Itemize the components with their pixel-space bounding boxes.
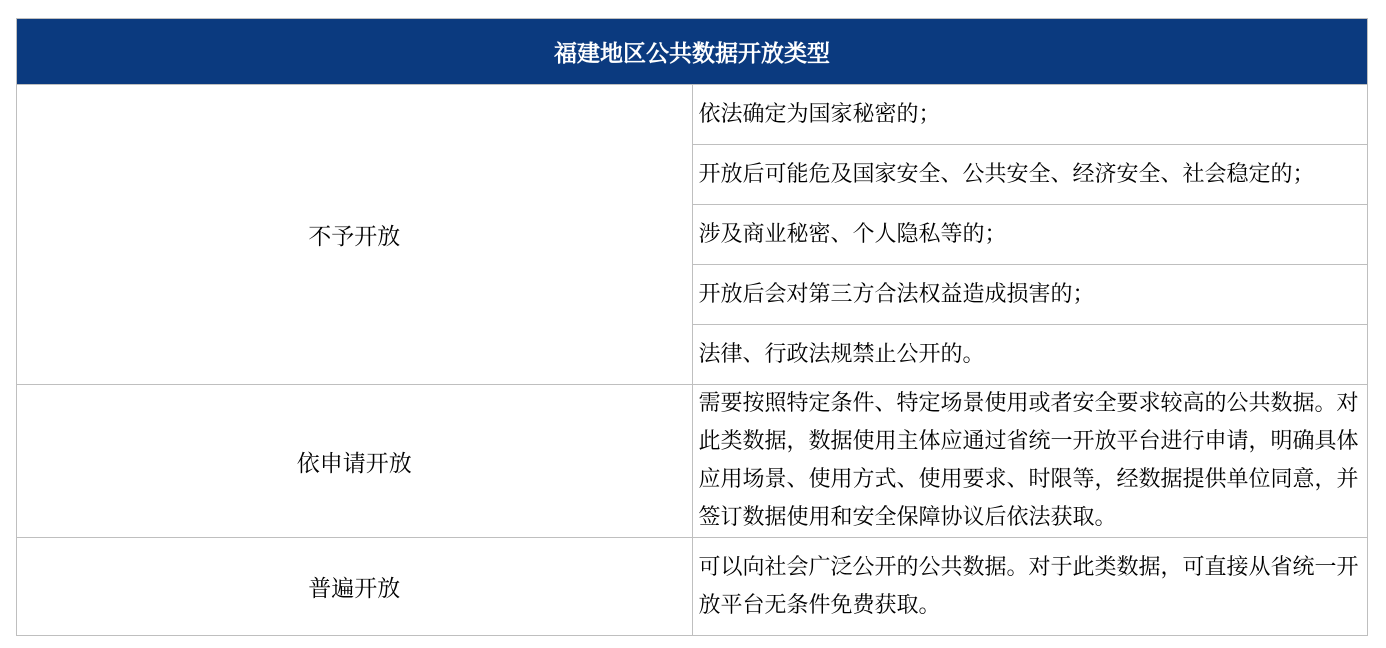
table-row bbox=[17, 538, 1368, 636]
table-row bbox=[17, 385, 1368, 538]
category-not-open: 不予开放 bbox=[17, 85, 693, 385]
list-item: 开放后会对第三方合法权益造成损害的； bbox=[692, 265, 1368, 325]
list-item: 依法确定为国家秘密的； bbox=[692, 85, 1368, 145]
category-open-on-request: 依申请开放 bbox=[17, 385, 693, 538]
list-item: 法律、行政法规禁止公开的。 bbox=[692, 325, 1368, 385]
open-data-types-table bbox=[16, 18, 1368, 636]
category-generally-open: 普遍开放 bbox=[17, 538, 693, 636]
table-row bbox=[17, 85, 1368, 145]
list-item: 可以向社会广泛公开的公共数据。对于此类数据，可直接从省统一开放平台无条件免费获取。 bbox=[692, 538, 1368, 636]
list-item: 开放后可能危及国家安全、公共安全、经济安全、社会稳定的； bbox=[692, 145, 1368, 205]
table-title: 福建地区公共数据开放类型 bbox=[17, 19, 1368, 85]
list-item: 涉及商业秘密、个人隐私等的； bbox=[692, 205, 1368, 265]
list-item: 需要按照特定条件、特定场景使用或者安全要求较高的公共数据。对此类数据，数据使用主体应通过省统一开放平台进行申请，明确具体应用场景、使用方式、使用要求、时限等，经数据提供单位同意，并签订数据使用和安全保障协议后依法获取。 bbox=[692, 385, 1368, 538]
